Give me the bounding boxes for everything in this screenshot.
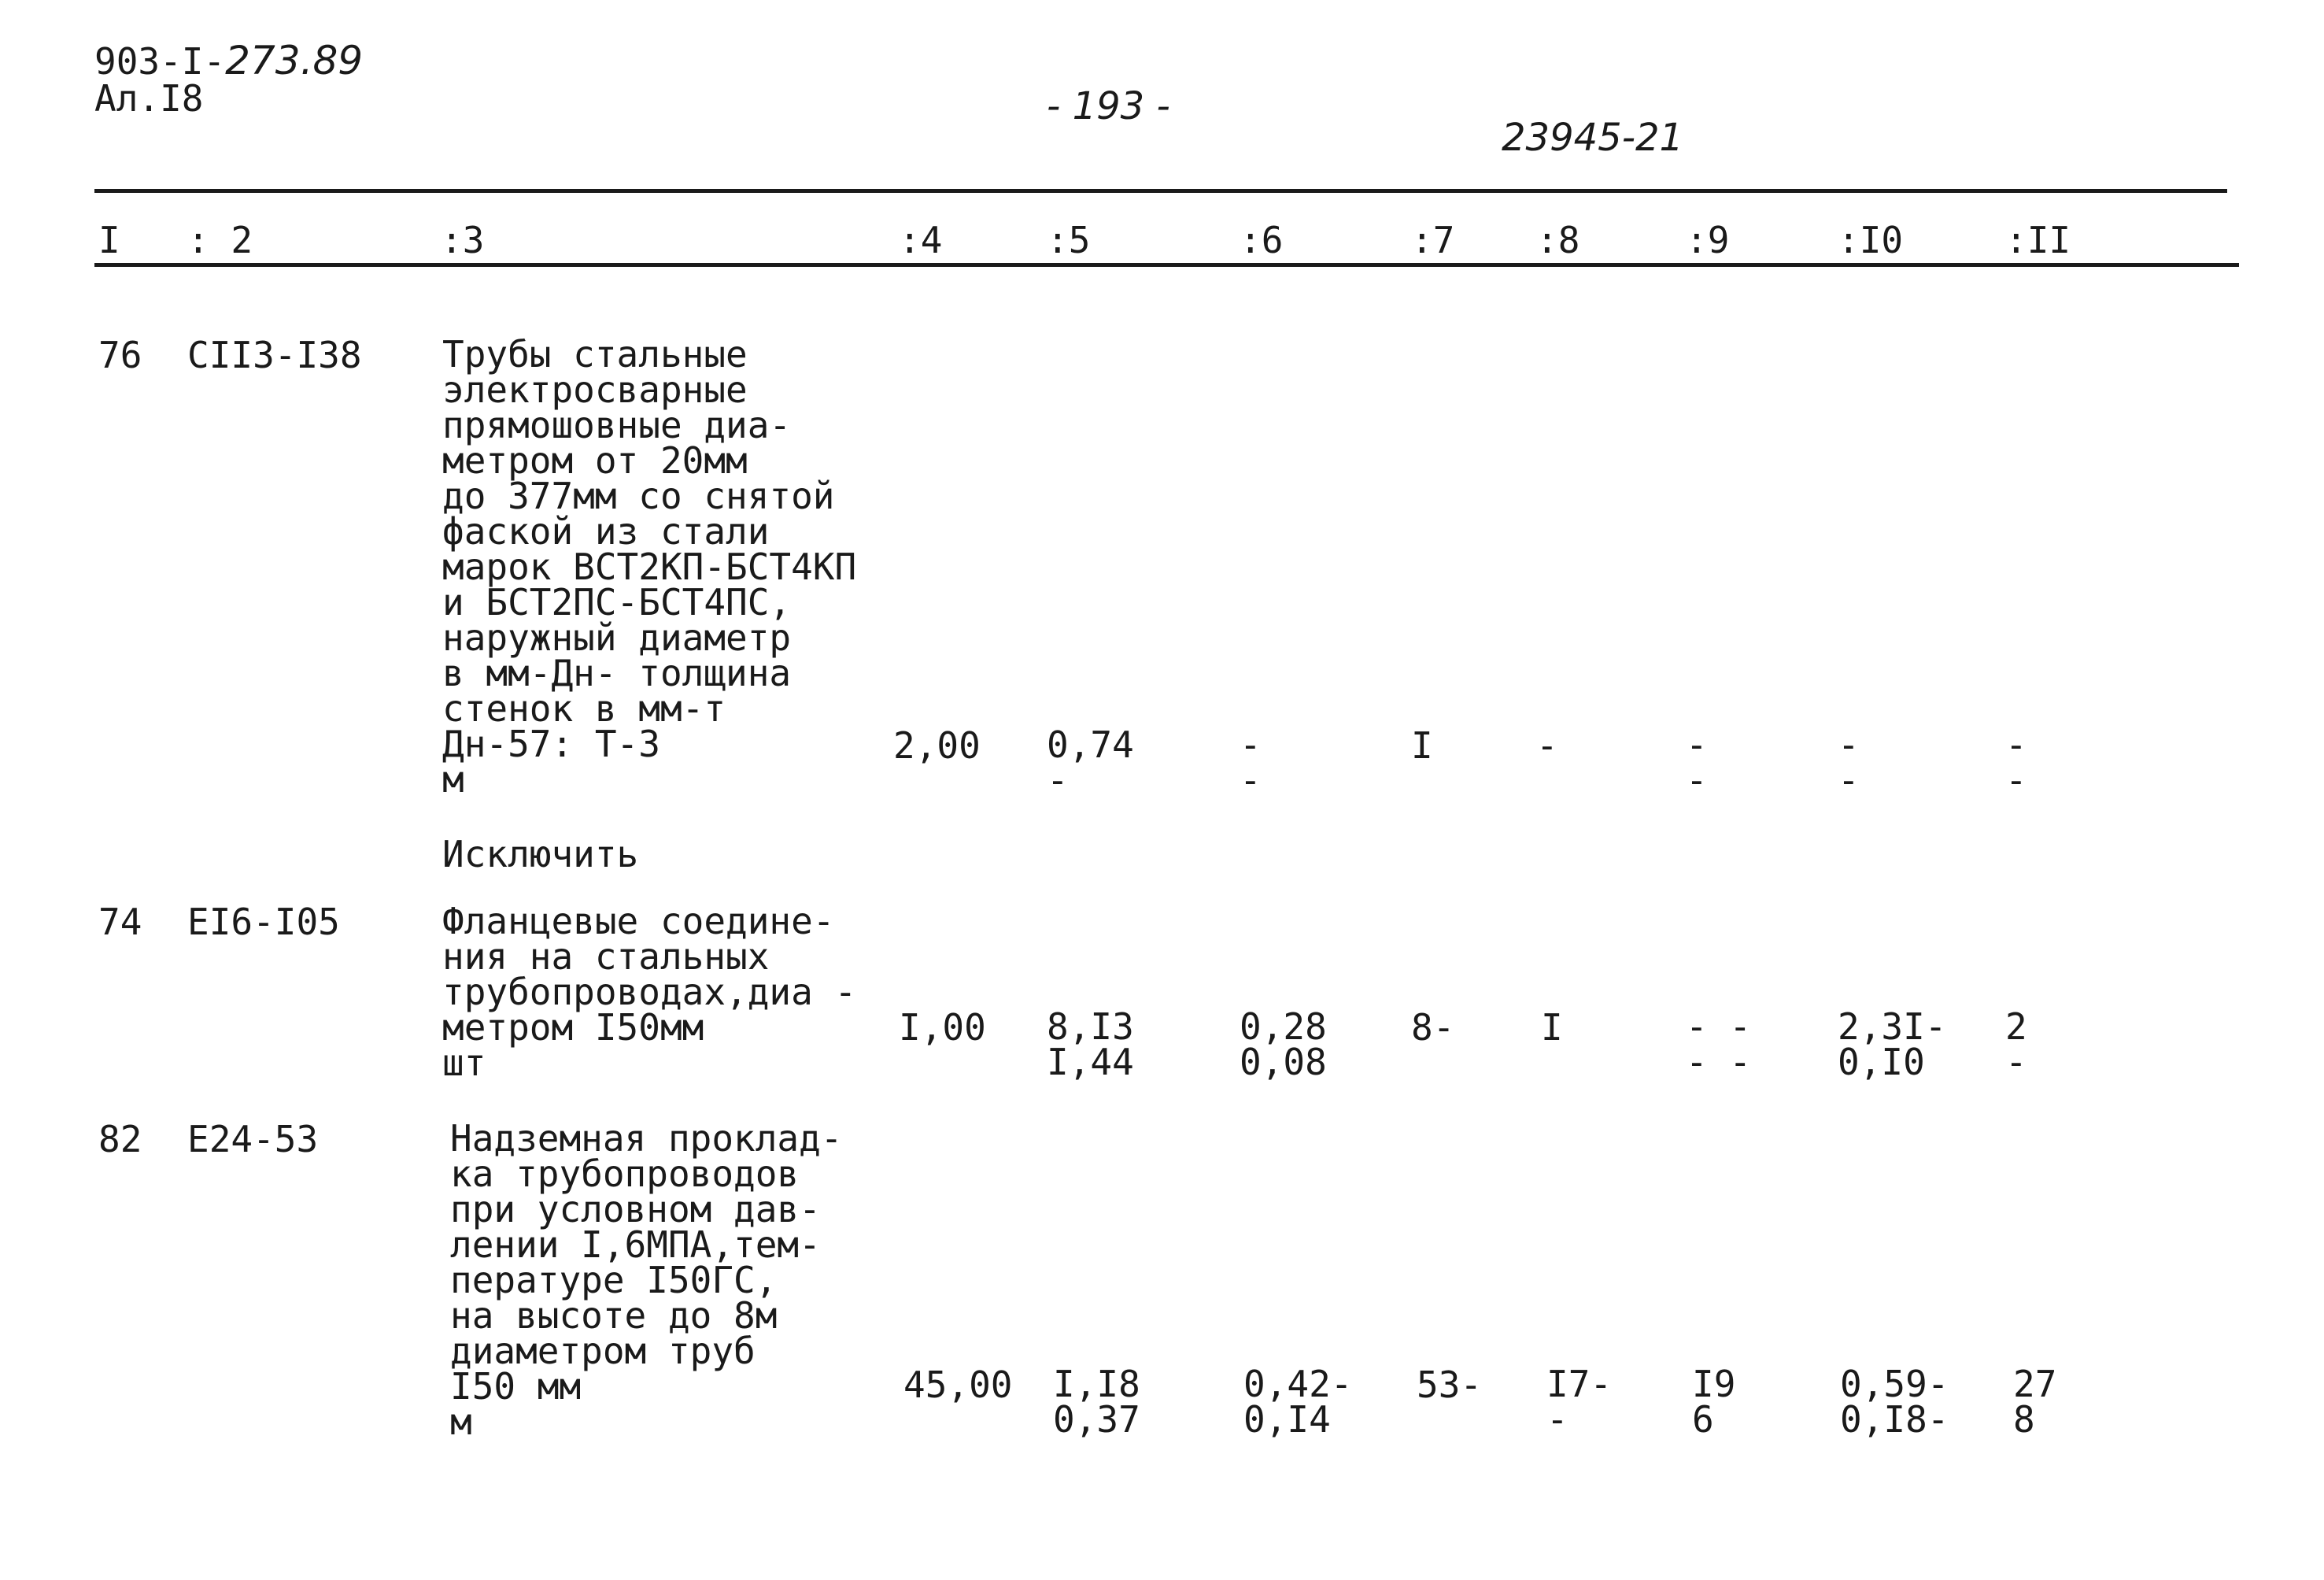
document-code [94, 38, 364, 83]
top-rule [94, 189, 2227, 193]
row-description: Надземная проклад- ка трубопроводов при условном дав- лении I,6МПА,тем- пературе I50ГС, на высоте до 8м диаметром труб I50 мм м [450, 1117, 843, 1443]
row-col9: - - - - [1686, 1005, 1752, 1083]
row-col10: 2,3I- 0,I0 [1838, 1005, 1947, 1083]
row-col8: I7- - [1546, 1363, 1613, 1441]
row-col10: 0,59- 0,I8- [1840, 1363, 1949, 1441]
row-col11: 2 - [2005, 1005, 2027, 1083]
column-header-7: :7 [1411, 219, 1455, 261]
document-code-handwritten: 273.89 [225, 38, 364, 83]
row-code: EI6-I05 [187, 901, 340, 943]
row-number: 82 [98, 1118, 142, 1160]
row-code: E24-53 [187, 1118, 319, 1160]
row-quantity: 45,00 [903, 1364, 1013, 1406]
sheet-number: 23945-21 [1502, 116, 1684, 160]
row-col9: I9 6 [1692, 1363, 1736, 1441]
row-quantity: I,00 [899, 1006, 986, 1049]
row-col5: 0,74 - [1047, 723, 1134, 801]
row-col5: 8,I3 I,44 [1047, 1005, 1134, 1083]
column-header-rule [94, 263, 2239, 267]
row-code: CII3-I38 [187, 334, 362, 376]
row-col7: I [1411, 724, 1433, 767]
row-col8: I [1541, 1006, 1563, 1049]
column-header-6: :6 [1240, 219, 1284, 261]
row-col11: 27 8 [2013, 1363, 2057, 1441]
row-quantity: 2,00 [893, 724, 981, 767]
column-header-8: :8 [1536, 219, 1580, 261]
column-header-10: :I0 [1838, 219, 1904, 261]
row-description: Фланцевые соедине- ния на стальных трубопроводах,диа - метром I50мм шт [442, 900, 857, 1084]
album-number: Ал.I8 [94, 77, 204, 120]
column-header-1: I [98, 219, 120, 261]
row-col7: 53- [1417, 1364, 1483, 1406]
row-col9: - - [1686, 723, 1708, 801]
row-col5: I,I8 0,37 [1053, 1363, 1140, 1441]
row-col8: - [1536, 724, 1558, 767]
row-col6: 0,28 0,08 [1240, 1005, 1327, 1083]
page-number: - 193 - [1047, 84, 1170, 128]
column-header-9: :9 [1686, 219, 1730, 261]
row-col7: 8- [1411, 1006, 1455, 1049]
column-header-11: :II [2005, 219, 2071, 261]
row-number: 74 [98, 901, 142, 943]
column-header-5: :5 [1047, 219, 1091, 261]
exclude-note: Исключить [442, 833, 639, 875]
row-description: Трубы стальные электросварные прямошовные диа- метром от 20мм до 377мм со снятой фаской из стали марок ВСТ2КП-БСТ4КП и БСТ2ПС-БСТ4ПС, наружный диаметр в мм-Дн- толщина стенок в мм-т Дн-57: Т-3 м [442, 333, 857, 801]
column-header-2: : 2 [187, 219, 253, 261]
row-col6: - - [1240, 723, 1262, 801]
column-header-4: :4 [899, 219, 943, 261]
column-header-3: :3 [441, 219, 485, 261]
document-code-typed: 903-I- [94, 40, 226, 83]
row-col11: - - [2005, 723, 2027, 801]
row-number: 76 [98, 334, 142, 376]
row-col10: - - [1838, 723, 1860, 801]
row-col6: 0,42- 0,I4 [1243, 1363, 1353, 1441]
